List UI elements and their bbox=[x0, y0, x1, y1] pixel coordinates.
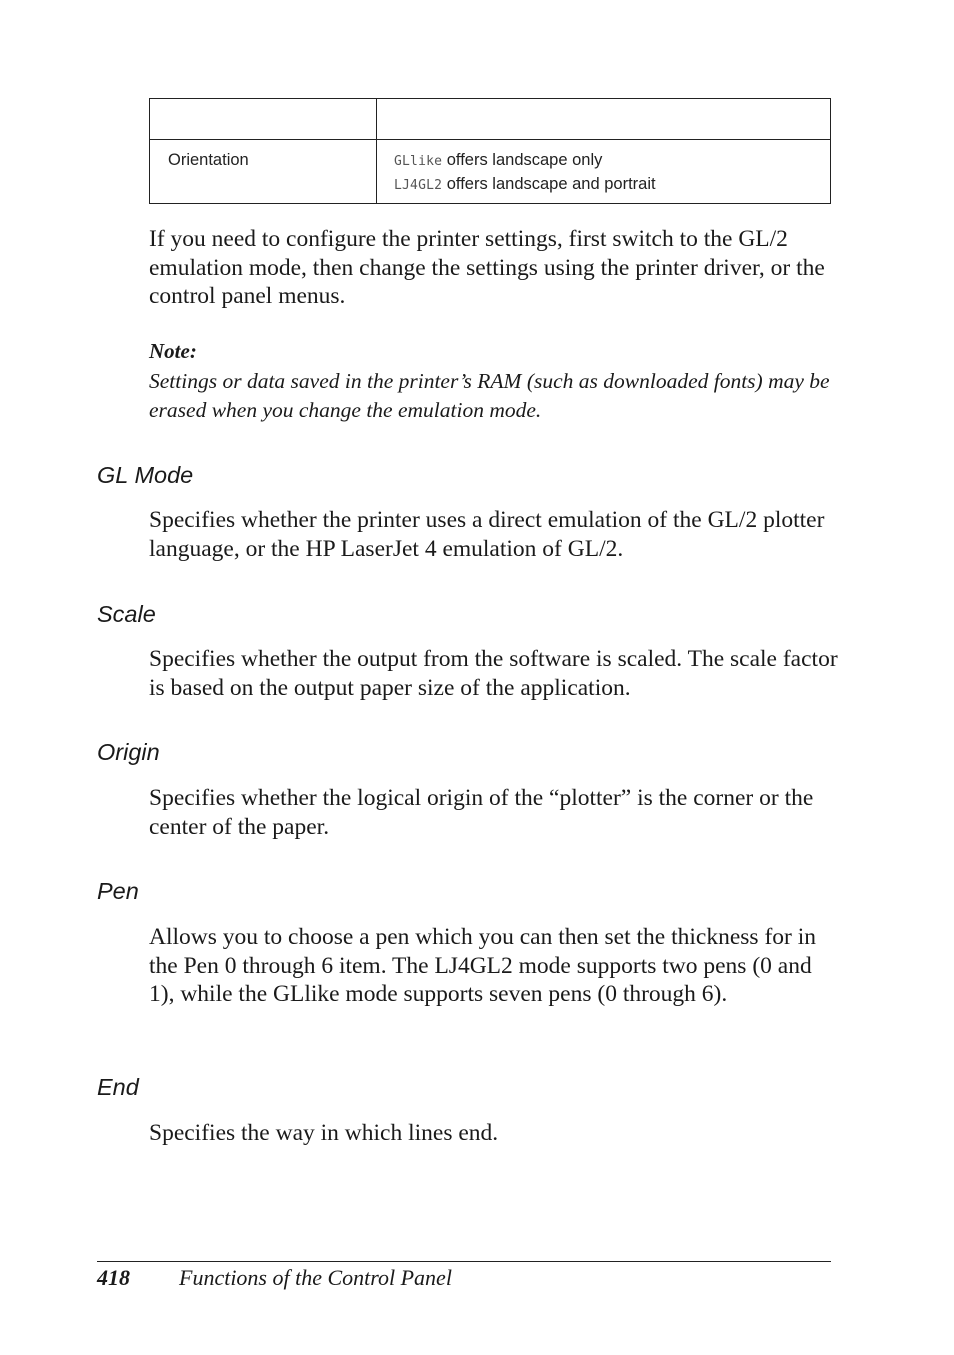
code-value: GLlike bbox=[394, 154, 443, 169]
setting-name: Orientation bbox=[168, 151, 249, 169]
section-body-gl-mode: Specifies whether the printer uses a direct emulation of the GL/2 plotter language, or the HP LaserJet 4 emulation of GL/2. bbox=[149, 507, 825, 562]
section-body-origin: Specifies whether the logical origin of the “plotter” is the corner or the center of the paper. bbox=[149, 785, 814, 840]
description-line bbox=[394, 149, 830, 173]
description-line bbox=[394, 173, 830, 197]
table-row bbox=[150, 140, 831, 204]
section-heading-gl-mode: GL Mode bbox=[97, 462, 194, 488]
section-heading-end: End bbox=[97, 1074, 139, 1100]
footer-divider bbox=[97, 1261, 831, 1262]
table-cell-description bbox=[377, 99, 831, 140]
code-value: LJ4GL2 bbox=[394, 178, 443, 193]
description-text: offers landscape only bbox=[442, 151, 603, 169]
section-body-scale: Specifies whether the output from the software is scaled. The scale factor is based on the output paper size of the application. bbox=[149, 646, 838, 701]
settings-table bbox=[149, 98, 831, 204]
intro-paragraph: If you need to configure the printer settings, first switch to the GL/2 emulation mode, then change the settings using the printer driver, or the control panel menus. bbox=[149, 226, 825, 310]
section-body-end: Specifies the way in which lines end. bbox=[149, 1120, 499, 1146]
section-heading-origin: Origin bbox=[97, 739, 160, 765]
note-label: Note: bbox=[149, 339, 197, 363]
table-cell-setting bbox=[150, 99, 377, 140]
page-number: 418 bbox=[97, 1265, 130, 1290]
section-heading-pen: Pen bbox=[97, 878, 139, 904]
footer-title: Functions of the Control Panel bbox=[179, 1265, 452, 1290]
section-body-pen: Allows you to choose a pen which you can then set the thickness for in the Pen 0 through 6 item. The LJ4GL2 mode supports two pens (0 and 1), while the GLlike mode supports seven pens (0 through 6). bbox=[149, 924, 816, 1008]
table-row bbox=[150, 99, 831, 140]
note-text: Settings or data saved in the printer’s RAM (such as downloaded fonts) may be erased when you change the emulation mode. bbox=[149, 369, 830, 422]
table-cell-description bbox=[377, 140, 831, 204]
section-heading-scale: Scale bbox=[97, 601, 156, 627]
table-cell-setting bbox=[150, 140, 377, 204]
description-text: offers landscape and portrait bbox=[442, 175, 656, 193]
